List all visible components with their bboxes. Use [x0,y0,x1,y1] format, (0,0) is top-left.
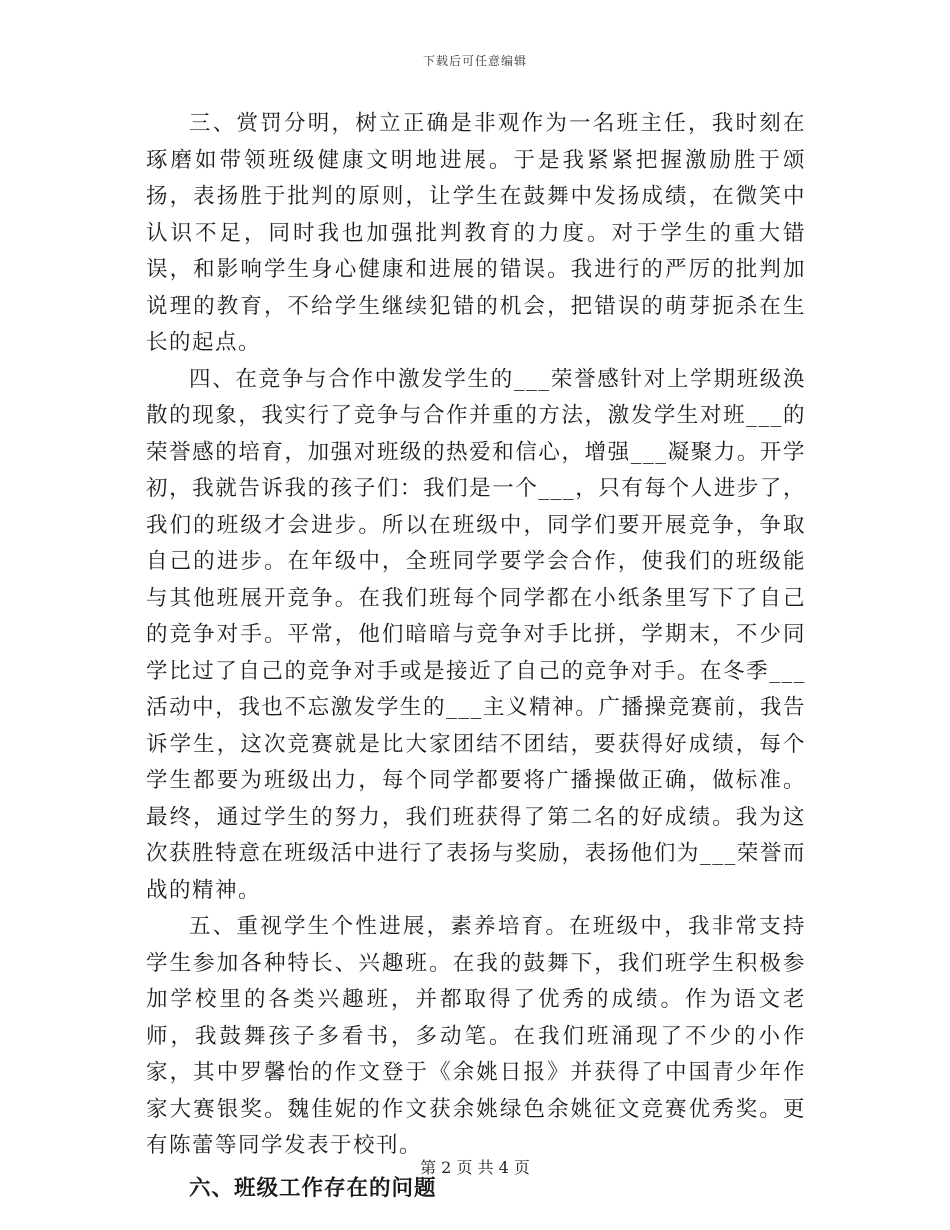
page-footer: 第 2 页 共 4 页 [420,1158,530,1177]
page-header: 下载后可任意编辑 [422,54,527,68]
paragraph-competition-cooperation: 四、在竞争与合作中激发学生的___荣誉感针对上学期班级涣散的现象，我实行了竞争与合作并重的方法，激发学生对班___的荣誉感的培育，加强对班级的热爱和信心，增强___凝聚力。开学初，我就告诉我的孩子们：我们是一个___，只有每个人进步了，我们的班级才会进步。所以在班级中，同学们要开展竞争，争取自己的进步。在年级中，全班同学要学会合作，使我们的班级能与其他班展开竞争。在我们班每个同学都在小纸条里写下了自己的竞争对手。平常，他们暗暗与竞争对手比拼，学期末，不少同学比过了自己的竞争对手或是接近了自己的竞争对手。在冬季___活动中，我也不忘激发学生的___主义精神。广播操竞赛前，我告诉学生，这次竞赛就是比大家团结不团结，要获得好成绩，每个学生都要为班级出力，每个同学都要将广播操做正确，做标准。最终，通过学生的努力，我们班获得了第二名的好成绩。我为这次获胜特意在班级活中进行了表扬与奖励，表扬他们为___荣誉而战的精神。 [146,366,806,903]
document-body [146,106,806,1207]
paragraph-rewards-punishments: 三、赏罚分明，树立正确是非观作为一名班主任，我时刻在琢磨如带领班级健康文明地进展。于是我紧紧把握激励胜于颂扬，表扬胜于批判的原则，让学生在鼓舞中发扬成绩，在微笑中认识不足，同时我也加强批判教育的力度。对于学生的重大错误，和影响学生身心健康和进展的错误。我进行的严厉的批判加说理的教育，不给学生继续犯错的机会，把错误的萌芽扼杀在生长的起点。 [146,111,806,355]
paragraph-personality-development: 五、重视学生个性进展，素养培育。在班级中，我非常支持学生参加各种特长、兴趣班。在我的鼓舞下，我们班学生积极参加学校里的各类兴趣班，并都取得了优秀的成绩。作为语文老师，我鼓舞孩子多看书，多动笔。在我们班涌现了不少的小作家，其中罗馨怡的作文登于《余姚日报》并获得了中国青少年作家大赛银奖。魏佳妮的作文获余姚绿色余姚征文竞赛优秀奖。更有陈蕾等同学发表于校刊。 [146,914,806,1158]
section-heading-problems: 六、班级工作存在的问题 [189,1175,437,1201]
